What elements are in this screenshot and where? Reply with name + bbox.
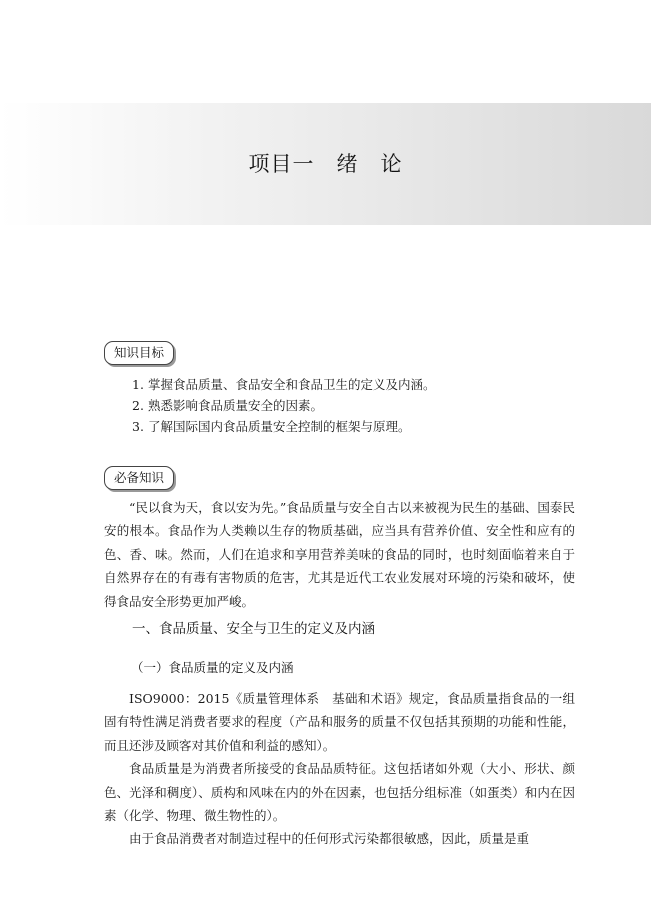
goal-item xyxy=(132,374,602,395)
goal-item xyxy=(132,416,602,437)
goal-text: 掌握食品质量、食品安全和食品卫生的定义及内涵。 xyxy=(148,377,436,392)
body-paragraph: ISO9000：2015《质量管理体系 基础和术语》规定，食品质量指食品的一组固有特性满足消费者要求的程度（产品和服务的质量不仅包括其预期的功能和性能，而且还涉及顾客对其价值和利益的感知）。 xyxy=(104,691,575,753)
goal-text: 了解国际国内食品质量安全控制的框架与原理。 xyxy=(148,419,411,434)
body-paragraph: 由于食品消费者对制造过程中的任何形式污染都很敏感，因此，质量是重 xyxy=(129,831,530,847)
goal-number: 3. xyxy=(132,419,144,434)
knowledge-goals-tag: 知识目标 xyxy=(104,341,174,365)
intro-paragraph: “民以食为天，食以安为先。”食品质量与安全自古以来被视为民生的基础、国泰民安的根本。食品作为人类赖以生存的物质基础，应当具有营养价值、安全性和应有的色、香、味。然而，人们在追求和享用营养美味的食品的同时，也时刻面临着来自于自然界存在的有毒有害物质的危害，尤其是近代工农业发展对环境的污染和破坏，使得食品安全形势更加严峻。 xyxy=(104,500,575,609)
section-body xyxy=(104,687,575,851)
goal-item xyxy=(132,395,602,416)
chapter-title: 项目一 绪 论 xyxy=(248,152,403,176)
section-subheading: （一）食品质量的定义及内涵 xyxy=(131,660,294,675)
intro-block xyxy=(104,496,575,613)
section-heading: 一、食品质量、安全与卫生的定义及内涵 xyxy=(132,621,375,637)
required-knowledge-tag: 必备知识 xyxy=(104,466,174,490)
body-paragraph: 食品质量是为消费者所接受的食品品质特征。这包括诸如外观（大小、形状、颜色、光泽和稠度）、质构和风味在内的外在因素，也包括分组标准（如蛋类）和内在因素（化学、物理、微生物性的）。 xyxy=(104,761,575,824)
knowledge-goals-list xyxy=(132,374,602,437)
goal-number: 2. xyxy=(132,398,144,413)
goal-number: 1. xyxy=(132,377,144,392)
goal-text: 熟悉影响食品质量安全的因素。 xyxy=(148,398,324,413)
